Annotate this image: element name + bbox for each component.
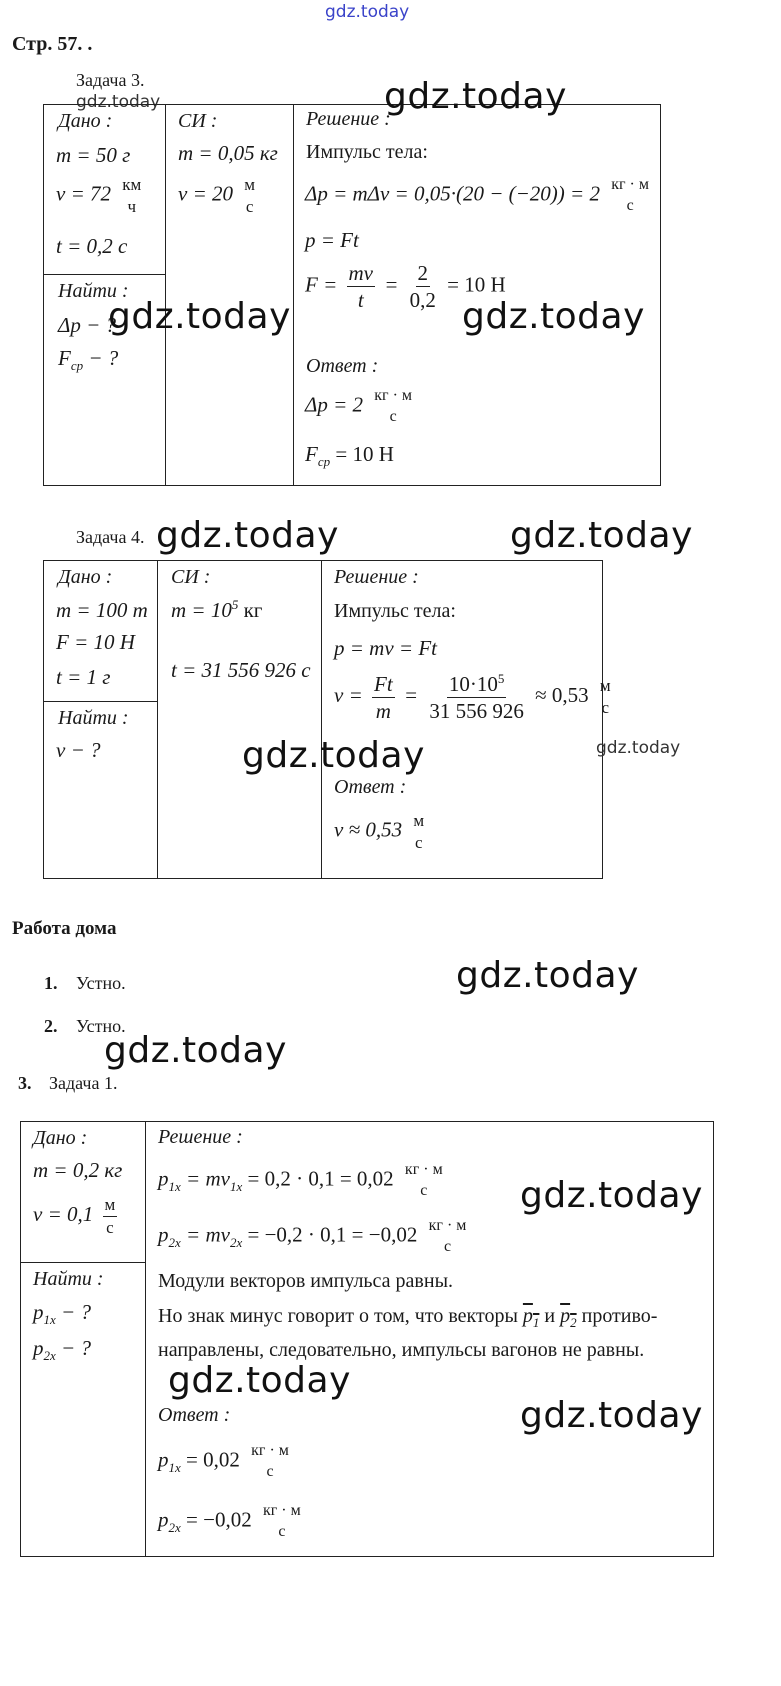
task3-eq1-unit-den: с (626, 196, 634, 214)
task1-find-p2 (33, 1338, 91, 1362)
watermark: gdz.today (168, 1360, 351, 1401)
task1-text2 (158, 1305, 657, 1331)
task3-si-v-left: v = 20 (178, 181, 233, 206)
task1-find-p1-sub: 1x (43, 1312, 56, 1328)
task1-eq2-p: p (158, 1222, 169, 1247)
task4-answer-header: Ответ : (334, 776, 407, 798)
task4-eq2: v = $\frac{Ft}{m}$ = $\frac{10\cdot 10^5}{31 556 926}$ ≈ 0,53 м с (334, 671, 611, 724)
task3-divider (165, 104, 166, 486)
watermark: gdz.today (596, 738, 681, 758)
task4-eq2-f1-den: m (375, 698, 391, 723)
task3-ans1-den: с (389, 407, 397, 425)
task1-given-v-left: v = 0,1 (33, 1202, 94, 1227)
task3-solution-header: Решение : (306, 108, 391, 130)
task4-eq2-f2-den: 31 556 926 (429, 699, 524, 724)
home-item1-text: Устно. (76, 973, 126, 993)
task4-impulse: Импульс тела: (334, 600, 456, 622)
task1-eq1 (158, 1162, 449, 1200)
task1-answer-header: Ответ : (158, 1404, 231, 1426)
watermark-top: gdz.today (325, 2, 410, 22)
task4-find-header: Найти : (58, 707, 129, 729)
task1-eq1-p: p (158, 1166, 169, 1191)
task4-ans (334, 812, 430, 852)
task4-eq2-f1-num: Ft (372, 673, 395, 698)
task3-eq2: p = Ft (305, 228, 359, 252)
task4-given-f: F = 10 Н (56, 630, 135, 654)
task4-ans-den: с (414, 832, 423, 852)
task4-title: Задача 4. (76, 527, 145, 547)
task1-eq1-right: = 0,2 · 0,1 = 0,02 (242, 1166, 394, 1191)
task4-given-t: t = 1 г (56, 665, 111, 689)
task1-ans2-p: p (158, 1507, 169, 1532)
task4-eq2-f2-num: 10·10 (448, 672, 498, 696)
task3-given-t: t = 0,2 с (56, 234, 128, 258)
task1-text1: Модули векторов импульса равны. (158, 1270, 454, 1292)
task1-eq2-mid: = mv (180, 1222, 230, 1247)
task1-text2-p1-sub: 1 (532, 1315, 540, 1330)
task4-si-m (171, 598, 262, 621)
section-home-heading: Работа дома (12, 918, 117, 939)
task4-eq2-right: ≈ 0,53 (535, 682, 589, 707)
task1-eq2-den: с (443, 1237, 452, 1255)
task3-given-v-num: км (122, 175, 142, 194)
task4-si-m-unit: кг (238, 598, 263, 622)
watermark: gdz.today (76, 92, 161, 112)
task4-divider (157, 560, 158, 879)
watermark: gdz.today (456, 955, 639, 996)
task1-ans2-sub: 2x (168, 1519, 181, 1535)
task3-given-v (56, 176, 147, 216)
task1-ans2-right: = −0,02 (180, 1507, 252, 1532)
task3-eq3-f1-den: t (357, 288, 364, 313)
watermark: gdz.today (104, 1030, 287, 1071)
task1-text2-b: противо- (576, 1305, 658, 1327)
task1-text2-a: Но знак минус говорит о том, что векторы (158, 1305, 518, 1327)
task1-find-header: Найти : (33, 1268, 104, 1290)
task1-eq2-sub2: 2x (229, 1234, 243, 1250)
task3-find-f-sub: ср (70, 358, 84, 374)
task1-find-p2-letter: p (33, 1336, 44, 1360)
task4-si-m-exp: 5 (231, 597, 239, 612)
task1-ans2-num: кг · м (262, 1502, 301, 1519)
task4-ans-num: м (413, 811, 425, 830)
task1-ans1 (158, 1443, 295, 1481)
task1-text2-p1: p (522, 1305, 533, 1327)
task3-si-v (178, 176, 261, 216)
task1-eq2-sub: 2x (168, 1234, 181, 1250)
task3-ans2-right: = 10 Н (330, 442, 394, 466)
task3-find-f (58, 348, 118, 372)
task3-given-v-left: v = 72 (56, 181, 111, 206)
task4-si-header: СИ : (171, 566, 211, 588)
task1-ans1-sub: 1x (168, 1459, 181, 1475)
task1-find-p1-right: − ? (55, 1300, 91, 1324)
task1-eq1-den: с (420, 1181, 428, 1199)
task4-solution-header: Решение : (334, 566, 419, 588)
task3-eq3-f1-num: mv (347, 262, 376, 287)
task3-eq3-right: = 10 Н (447, 272, 506, 297)
task1-given-v (33, 1196, 121, 1237)
task4-ans-left: v ≈ 0,53 (334, 817, 403, 842)
task1-text2-p2-sub: 2 (570, 1315, 577, 1330)
task1-ans2-den: с (278, 1522, 286, 1540)
home-item2-text: Устно. (76, 1016, 126, 1036)
task4-eq2-unit-num: м (599, 676, 611, 696)
task4-eq2-left: v = (334, 682, 363, 707)
home-item2-num: 2. (44, 1016, 58, 1036)
task3-find-f-letter: F (58, 346, 71, 370)
task3-eq3-left: F = (305, 272, 338, 297)
task1-eq1-num: кг · м (404, 1161, 443, 1178)
task4-si-m-left: m = 10 (171, 598, 232, 622)
task1-ans1-right: = 0,02 (180, 1447, 240, 1472)
task4-find-v: v − ? (56, 738, 101, 762)
task3-si-m: m = 0,05 кг (178, 141, 278, 165)
watermark: gdz.today (520, 1175, 703, 1216)
task3-eq1-text: Δp = mΔv = 0,05·(20 − (−20)) = 2 (305, 181, 600, 206)
watermark: gdz.today (462, 296, 645, 337)
task1-divider (145, 1121, 146, 1557)
task1-eq2-right: = −0,2 · 0,1 = −0,02 (242, 1222, 418, 1247)
task3-given-m: m = 50 г (56, 143, 131, 167)
task1-given-v-den: с (106, 1217, 114, 1237)
task3-find-dp: Δp − ? (58, 313, 116, 337)
task1-given-v-num: м (103, 1196, 118, 1217)
task4-eq2-unit-den: с (601, 698, 610, 718)
task1-given-m: m = 0,2 кг (33, 1158, 123, 1182)
task1-ans2 (158, 1503, 307, 1541)
home-item1-num: 1. (44, 973, 58, 993)
task1-text2-and: и (539, 1305, 561, 1327)
task1-find-p2-right: − ? (55, 1336, 91, 1360)
task3-find-f-right: − ? (83, 346, 119, 370)
task3-find-header: Найти : (58, 280, 129, 302)
task1-text2-p2: p (560, 1305, 571, 1327)
task3-divider (43, 274, 165, 275)
task3-ans1-left: Δp = 2 (305, 392, 363, 417)
task4-given-m: m = 100 т (56, 598, 148, 622)
page-heading: Стр. 57. . (12, 33, 93, 55)
task3-si-header: СИ : (178, 110, 218, 132)
task3-eq3: F = $\frac{mv}{t}$ = $\frac{2}{0,2}$ = 10 Н (305, 261, 506, 313)
task1-ans1-p: p (158, 1447, 169, 1472)
task1-find-p2-sub: 2x (43, 1348, 56, 1364)
task4-given-header: Дано : (58, 566, 113, 588)
task4-divider (43, 701, 157, 702)
task3-given-header: Дано : (58, 110, 113, 132)
task3-ans1 (305, 388, 418, 426)
task1-text3: направлены, следовательно, импульсы вагонов не равны. (158, 1339, 645, 1361)
task3-ans2-f: F (305, 442, 318, 466)
task1-eq1-sub2: 1x (229, 1178, 243, 1194)
task1-eq1-sub: 1x (168, 1178, 181, 1194)
task3-ans2 (305, 444, 394, 468)
task1-ans1-den: с (266, 1462, 274, 1480)
task3-answer-header: Ответ : (306, 355, 379, 377)
task1-divider (20, 1262, 145, 1263)
task3-ans2-sub: ср (317, 454, 331, 470)
task3-given-v-den: ч (127, 196, 137, 216)
task1-find-p1 (33, 1302, 91, 1326)
task3-eq3-f2-num: 2 (416, 262, 431, 287)
task3-title: Задача 3. (76, 70, 145, 90)
task3-si-v-num: м (244, 175, 256, 194)
task1-solution-header: Решение : (158, 1126, 243, 1148)
watermark: gdz.today (384, 76, 567, 117)
watermark: gdz.today (156, 515, 339, 556)
task3-impulse: Импульс тела: (306, 141, 428, 163)
task3-divider (293, 104, 294, 486)
task4-si-t: t = 31 556 926 с (171, 658, 311, 682)
task1-eq2-num: кг · м (428, 1217, 467, 1234)
task4-divider (321, 560, 322, 879)
watermark: gdz.today (242, 735, 425, 776)
task3-ans1-num: кг · м (374, 387, 413, 404)
task3-eq1-unit-num: кг · м (611, 176, 650, 193)
home-item3-num: 3. (18, 1073, 32, 1093)
watermark: gdz.today (108, 296, 291, 337)
task1-given-header: Дано : (33, 1127, 88, 1149)
task1-eq2 (158, 1218, 472, 1256)
task1-eq1-mid: = mv (180, 1166, 230, 1191)
task3-si-v-den: с (245, 196, 254, 216)
watermark: gdz.today (520, 1395, 703, 1436)
task3-eq1 (305, 177, 655, 215)
home-item3-text: Задача 1. (49, 1073, 118, 1093)
task3-eq3-f2-den: 0,2 (409, 288, 436, 313)
task1-find-p1-letter: p (33, 1300, 44, 1324)
task4-eq2-f2-exp: 5 (497, 671, 505, 686)
task4-eq1: p = mv = Ft (334, 636, 437, 660)
watermark: gdz.today (510, 515, 693, 556)
task1-ans1-num: кг · м (251, 1442, 289, 1459)
